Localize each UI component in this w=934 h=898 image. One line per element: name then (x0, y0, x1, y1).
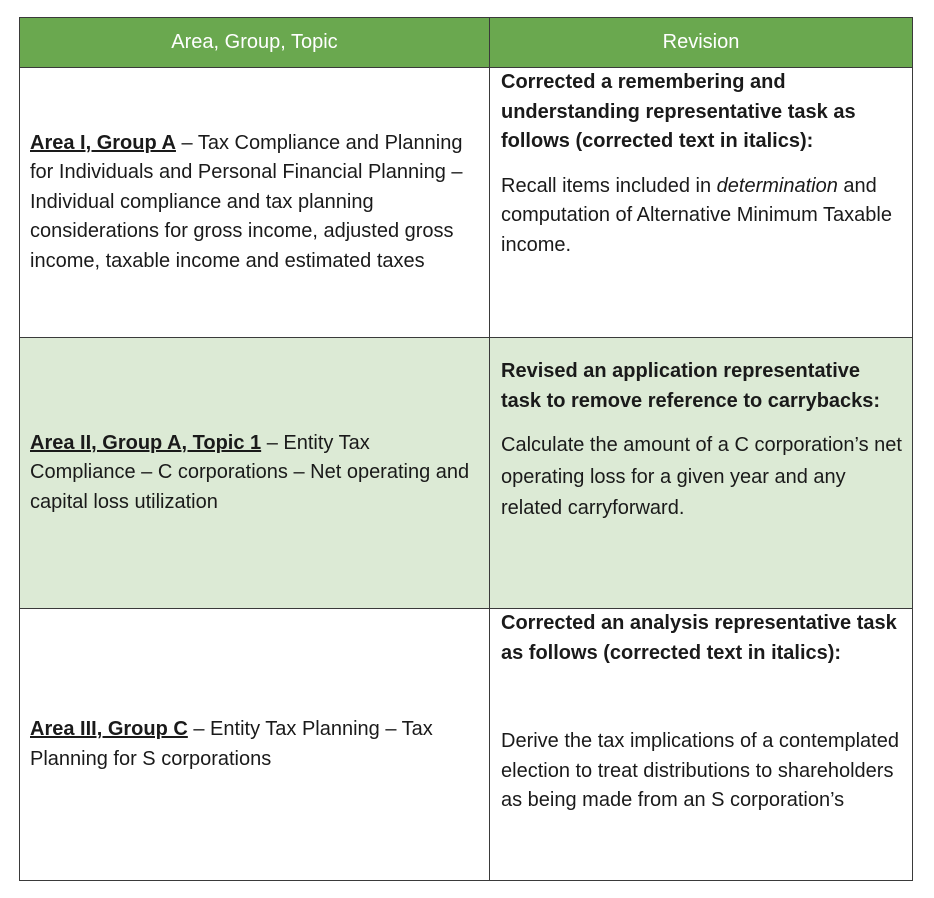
table-row (20, 338, 913, 609)
revisions-table (19, 17, 913, 881)
revision-heading: Corrected a remembering and understanding representative task as follows (corrected text in italics): (501, 71, 856, 153)
revision-heading: Revised an application representative task to remove reference to carrybacks: (501, 360, 881, 412)
area-reference: Area II, Group A, Topic 1 (30, 431, 262, 454)
header-revision: Revision (490, 18, 913, 68)
revision-cell (490, 68, 913, 338)
area-description: – Entity Tax Planning – Tax Planning for S corporations (30, 717, 433, 770)
area-description: – Tax Compliance and Planning for Individuals and Personal Financial Planning – Individual compliance and tax planning considerations for gross income, adjusted gross income, taxable income and estimated taxes (30, 131, 463, 272)
area-cell (20, 68, 490, 338)
revision-task: Derive the tax implications of a contemplated election to treat distributions to shareholders as being made from an S corporation’s (501, 730, 899, 812)
area-reference: Area I, Group A (30, 131, 176, 154)
header-area-group-topic: Area, Group, Topic (20, 18, 490, 68)
area-cell (20, 609, 490, 881)
area-reference: Area III, Group C (30, 717, 188, 740)
area-cell (20, 338, 490, 609)
revision-cell (490, 338, 913, 609)
revision-heading: Corrected an analysis representative task as follows (corrected text in italics): (501, 612, 897, 664)
table-row (20, 609, 913, 881)
revision-task: Calculate the amount of a C corporation’s net operating loss for a given year and any related carryforward. (501, 434, 902, 520)
corrected-text-italic: determination (716, 174, 838, 197)
table-row (20, 68, 913, 338)
area-description: – Entity Tax Compliance – C corporations – Net operating and capital loss utilization (30, 431, 470, 513)
table-header-row (20, 18, 913, 68)
revision-cell (490, 609, 913, 881)
revision-task: Recall items included in determination and computation of Alternative Minimum Taxable income. (501, 174, 892, 256)
